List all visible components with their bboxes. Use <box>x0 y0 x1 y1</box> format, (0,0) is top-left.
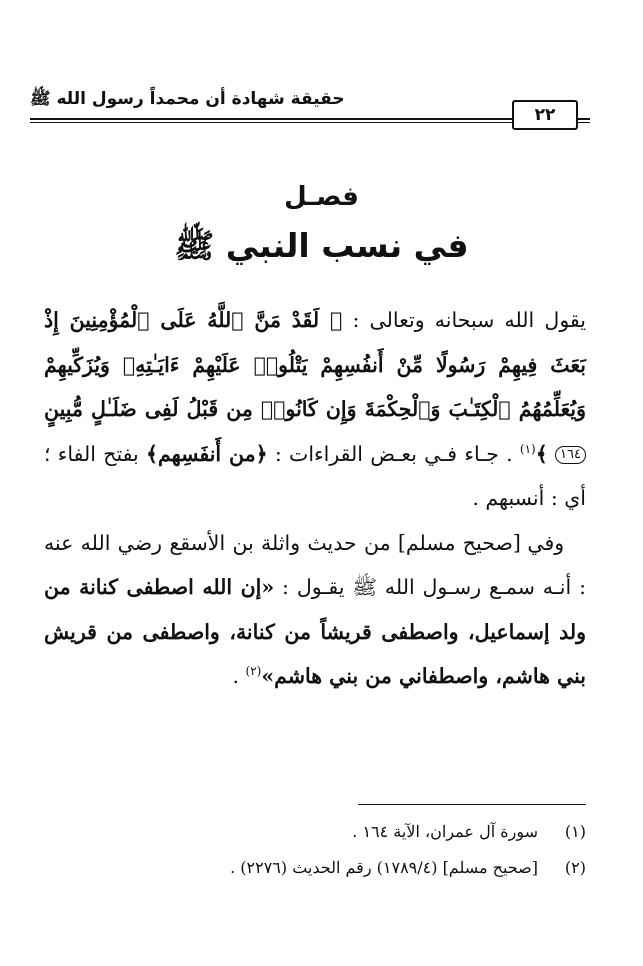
subsection-heading: في نسب النبي ﷺ <box>174 226 469 265</box>
quran-verse: ﴿ لَقَدْ مَنَّ ٱللَّهُ عَلَى ٱلْمُؤْمِنِينَ إِذْ بَعَثَ فِيهِمْ رَسُولًا مِّنْ أَنفُسِهِمْ يَتْلُوا۟ عَلَيْهِمْ ءَايَـٰتِهِۦ وَيُزَكِّيهِمْ وَيُعَلِّمُهُمُ ٱلْكِتَـٰبَ وَٱلْحِكْمَةَ وَإِن كَانُوا۟ مِن قَبْلُ لَفِى ضَلَـٰلٍ مُّبِينٍ <box>44 308 586 421</box>
page-header <box>30 80 590 124</box>
footnote-ref-1: (١) <box>519 441 536 456</box>
footnote-row <box>44 814 586 850</box>
section-heading: فصـل <box>284 182 359 212</box>
quran-reading: ﴿من أَنفَسِهم﴾ <box>145 441 268 466</box>
p2-end: . <box>232 664 239 688</box>
p1-intro: يقول الله سبحانه وتعالى : <box>352 308 586 332</box>
paragraph-2 <box>44 521 586 699</box>
footnote-number: (٢) <box>564 858 586 877</box>
header-rule-thin <box>30 122 590 123</box>
p1-rest: . جـاء فـي بعـض القراءات : <box>274 441 513 466</box>
running-title: حقيقة شهادة أن محمداً رسول الله ﷺ <box>30 89 345 109</box>
header-rule <box>30 118 590 120</box>
body-text <box>44 298 586 699</box>
footnote-text: [صحيح مسلم] (١٧٨٩/٤) رقم الحديث (٢٢٧٦) . <box>230 858 538 877</box>
paragraph-1 <box>44 298 586 521</box>
footnote-number: (١) <box>564 822 586 841</box>
p2-intro: وفي [صحيح مسلم] من حديث واثلة بن الأسقع رضي الله عنه : أنـه سمـع رسـول الله ﷺ يقـول : <box>44 530 586 599</box>
footnote-rule <box>358 804 586 805</box>
footnote-text: سورة آل عمران، الآية ١٦٤ . <box>352 822 538 841</box>
hadith-text: «إن الله اصطفى كنانة من ولد إسماعيل، واصطفى قريشاً من كنانة، واصطفى من قريش بني هاشم، واصطفاني من بني هاشم» <box>44 575 586 688</box>
p1-end: بفتح الفاء ؛ أي : أنسبهم . <box>44 441 586 510</box>
footnote-row <box>44 850 586 886</box>
ayah-number-marker: ١٦٤ <box>555 446 586 464</box>
footnotes <box>44 814 586 886</box>
page-number: ٢٢ <box>512 100 578 130</box>
quran-close-bracket: ﴾ <box>535 441 548 466</box>
footnote-ref-2: (٢) <box>245 664 262 679</box>
